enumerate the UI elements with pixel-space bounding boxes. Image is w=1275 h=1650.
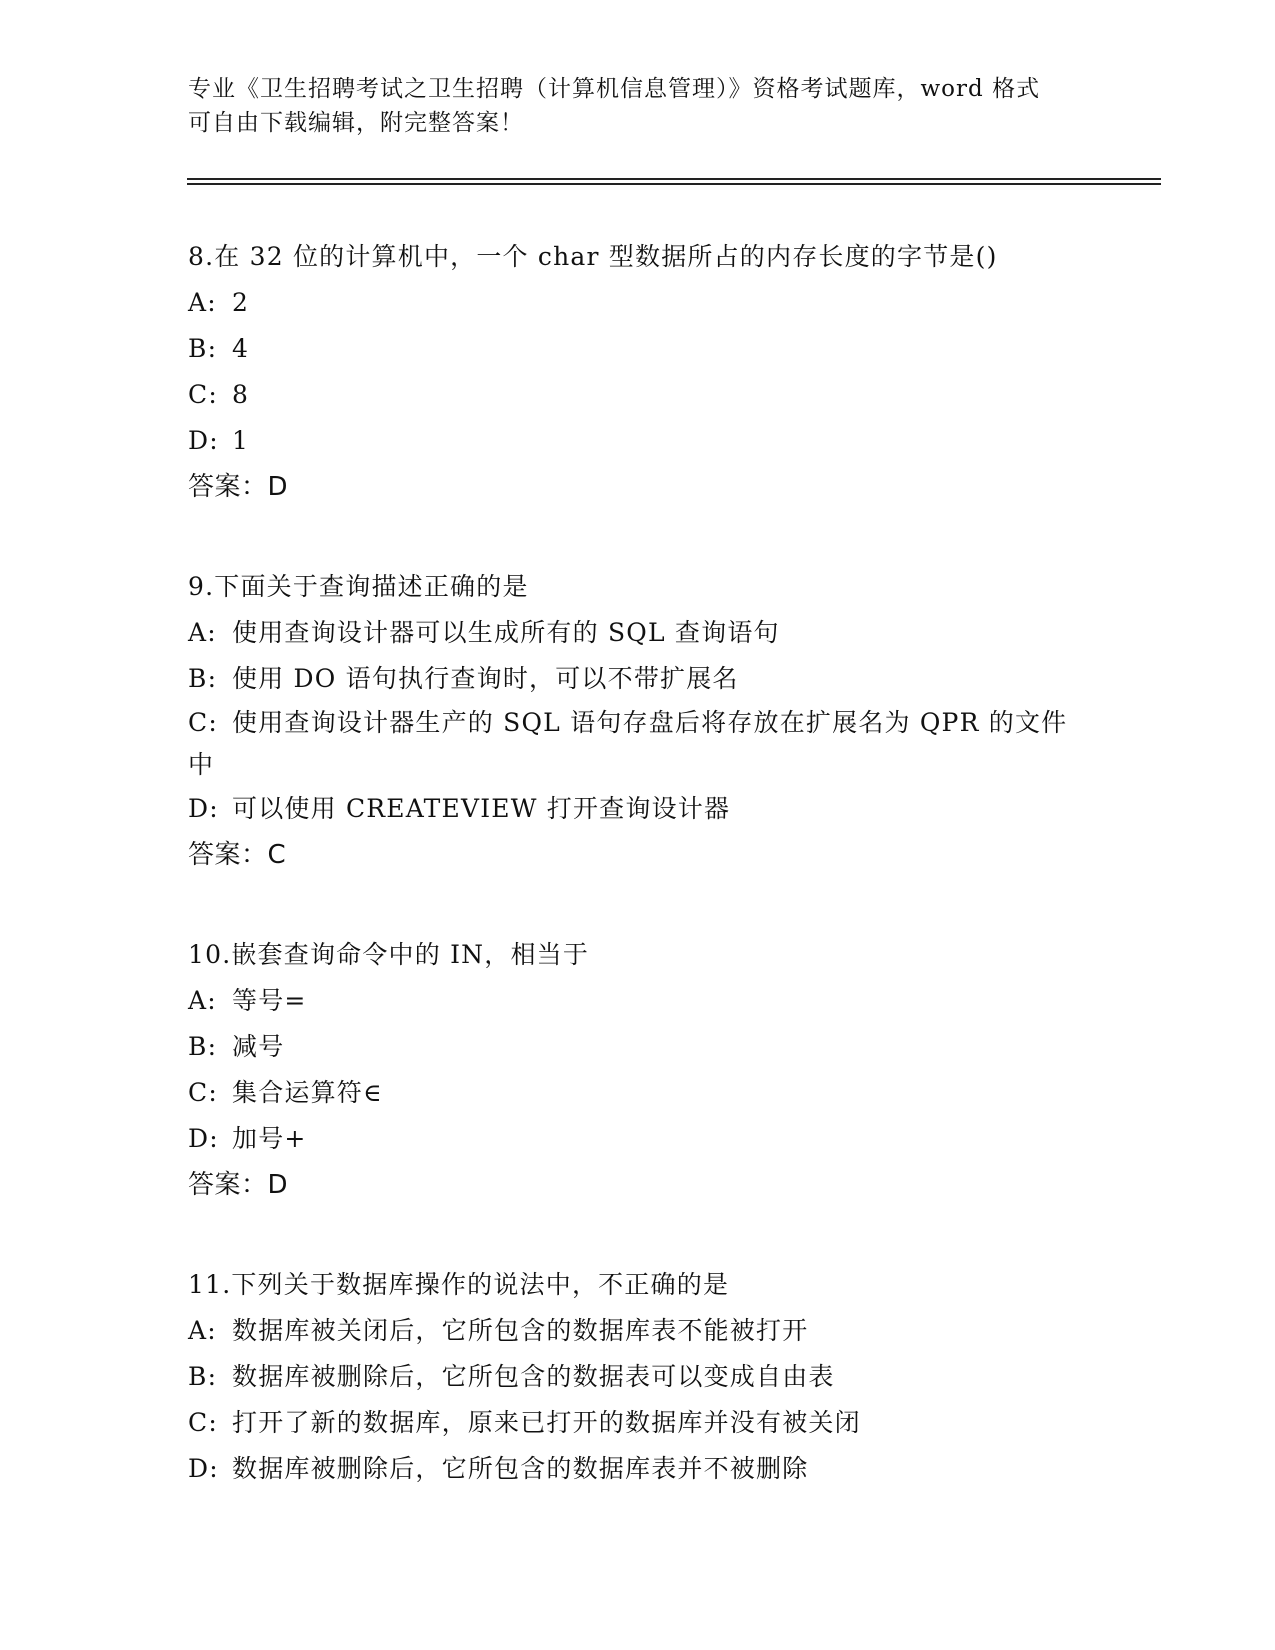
answer-text: 答案：D [188, 472, 289, 502]
answer-text: 答案：D [188, 1170, 289, 1200]
question-10 [188, 932, 1088, 1208]
option-d [188, 418, 1088, 464]
option-key: B: [188, 1362, 218, 1391]
option-text: 2 [232, 288, 250, 317]
option-b [188, 656, 1088, 702]
option-key: C: [188, 380, 218, 409]
option-text: 1 [232, 426, 250, 455]
option-key: D: [188, 426, 219, 455]
question-title: 11.下列关于数据库操作的说法中，不正确的是 [188, 1270, 730, 1299]
question-8 [188, 234, 1088, 510]
option-d [188, 786, 1088, 832]
option-key: D: [188, 1124, 219, 1153]
option-key: B: [188, 664, 218, 693]
option-text: 减号 [232, 1032, 285, 1061]
option-text: 加号+ [232, 1124, 307, 1153]
option-d [188, 1116, 1088, 1162]
option-text: 8 [232, 380, 250, 409]
question-title: 8.在 32 位的计算机中，一个 char 型数据所占的内存长度的字节是() [188, 242, 998, 271]
option-key: C: [188, 708, 218, 737]
option-text: 可以使用 CREATEVIEW 打开查询设计器 [232, 794, 731, 823]
option-text: 使用 DO 语句执行查询时，可以不带扩展名 [232, 664, 739, 693]
answer-text: 答案：C [188, 840, 287, 870]
question-9 [188, 564, 1088, 878]
question-11 [188, 1262, 1088, 1492]
option-key: A: [188, 986, 217, 1015]
option-key: A: [188, 1316, 217, 1345]
option-c [188, 1400, 1088, 1446]
option-a [188, 978, 1088, 1024]
option-c [188, 702, 1093, 786]
option-text: 使用查询设计器生产的 SQL 语句存盘后将存放在扩展名为 QPR 的文件中 [188, 708, 1068, 779]
option-a [188, 1308, 1088, 1354]
option-c [188, 1070, 1088, 1116]
question-list [188, 234, 1088, 1546]
option-key: A: [188, 618, 217, 647]
option-text: 等号= [232, 986, 307, 1015]
option-key: D: [188, 1454, 219, 1483]
document-header [188, 72, 1088, 140]
option-key: D: [188, 794, 219, 823]
option-a [188, 280, 1088, 326]
header-divider-bottom [187, 183, 1161, 185]
option-b [188, 1354, 1088, 1400]
option-d [188, 1446, 1088, 1492]
option-text: 4 [232, 334, 250, 363]
option-text: 数据库被删除后，它所包含的数据表可以变成自由表 [232, 1362, 835, 1391]
option-key: C: [188, 1078, 218, 1107]
option-text: 数据库被删除后，它所包含的数据库表并不被删除 [232, 1454, 809, 1483]
option-text: 打开了新的数据库，原来已打开的数据库并没有被关闭 [232, 1408, 861, 1437]
header-line-2: 可自由下载编辑，附完整答案！ [188, 110, 524, 136]
question-title: 9.下面关于查询描述正确的是 [188, 572, 529, 601]
header-line-1: 专业《卫生招聘考试之卫生招聘（计算机信息管理）》资格考试题库，word 格式 [188, 76, 1041, 102]
option-a [188, 610, 1088, 656]
option-text: 数据库被关闭后，它所包含的数据库表不能被打开 [232, 1316, 809, 1345]
header-divider-top [187, 178, 1161, 180]
option-key: A: [188, 288, 217, 317]
option-text: 使用查询设计器可以生成所有的 SQL 查询语句 [232, 618, 780, 647]
option-key: B: [188, 1032, 218, 1061]
option-key: B: [188, 334, 218, 363]
question-title: 10.嵌套查询命令中的 IN，相当于 [188, 940, 590, 969]
option-b [188, 1024, 1088, 1070]
option-text: 集合运算符∈ [232, 1078, 383, 1107]
option-key: C: [188, 1408, 218, 1437]
option-c [188, 372, 1088, 418]
option-b [188, 326, 1088, 372]
